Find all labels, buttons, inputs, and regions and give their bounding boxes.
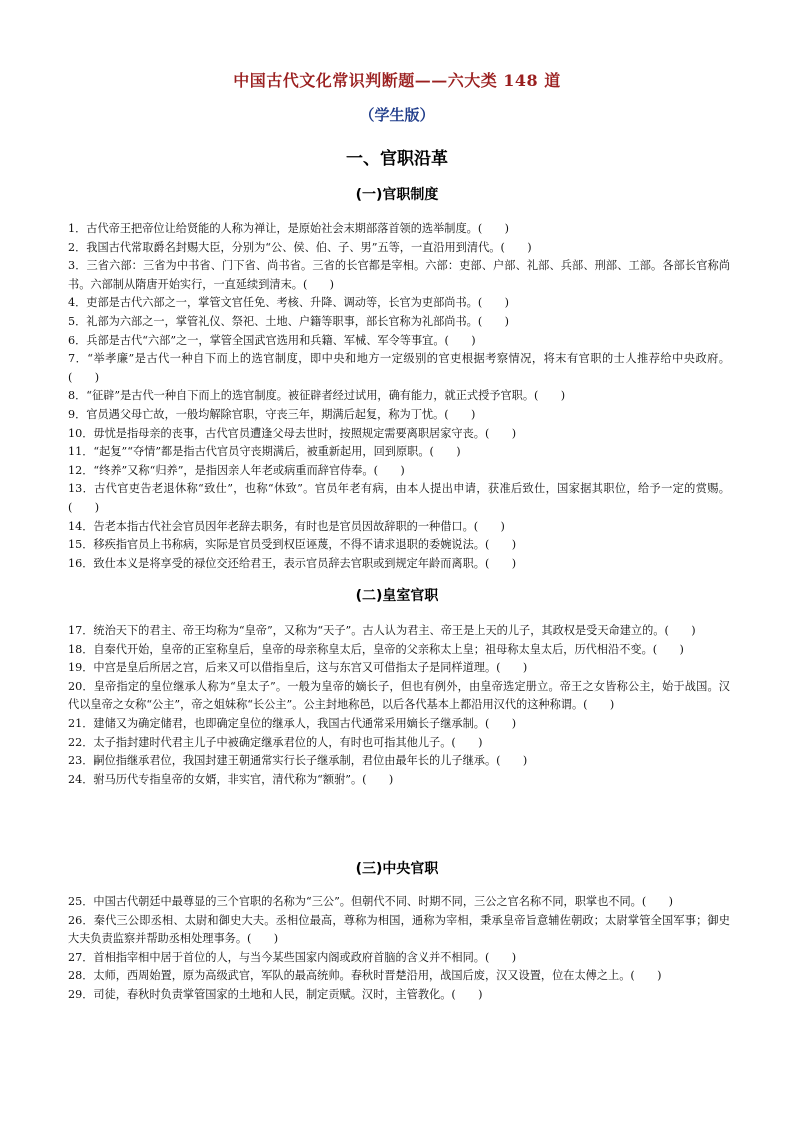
subsection-heading-official-system: (一)官职制度	[355, 187, 439, 203]
question-item: 2．我国古代常取爵名封赐大臣，分别为“公、侯、伯、子、男”五等，一直沿用到清代。( )	[68, 240, 532, 254]
question-item: 6．兵部是古代“六部”之一，掌管全国武官选用和兵籍、军械、军令等事宜。( )	[68, 333, 476, 347]
question-item: 14．告老本指古代社会官员因年老辞去职务，有时也是官员因故辞职的一种借口。( )	[68, 519, 505, 533]
question-item: 18．自秦代开始，皇帝的正室称皇后，皇帝的母亲称皇太后，皇帝的父亲称太上皇；祖母称太皇太后，历代相沿不变。( )	[68, 642, 684, 656]
question-item: 3．三省六部：三省为中书省、门下省、尚书省。三省的长官都是宰相。六部：吏部、户部、礼部、兵部、刑部、工部。各部长官称尚书。六部制从隋唐开始实行，一直延续到清末。( )	[68, 259, 730, 291]
subsection-heading-imperial-positions: (二)皇室官职	[355, 588, 439, 604]
question-item: 23．嗣位指继承君位，我国封建王朝通常实行长子继承制，君位由最年长的儿子继承。( )	[68, 754, 528, 768]
question-item: 1．古代帝王把帝位让给贤能的人称为禅让，是原始社会末期部落首领的选举制度。( )	[68, 222, 509, 235]
question-item: 12．“终养”又称“归养”，是指因亲人年老或病重而辞官侍奉。( )	[68, 463, 405, 477]
question-item: 15．移疾指官员上书称病，实际是官员受到权臣诬蔑，不得不请求退职的委婉说法。( )	[68, 538, 517, 552]
question-item: 11．“起复”“夺情”都是指古代官员守丧期满后，被重新起用，回到原职。( )	[68, 445, 461, 459]
question-item: 17．统治天下的君主、帝王均称为“皇帝”，又称为“天子”。古人认为君主、帝王是上天的儿子，其政权是受天命建立的。( )	[68, 624, 696, 637]
question-item: 7．“举孝廉”是古代一种自下而上的选官制度，即中央和地方一定级别的官吏根据考察情况，将末有官职的士人推荐给中央政府。( )	[68, 352, 730, 384]
question-list-official-system	[68, 220, 730, 573]
subsection-heading-central-positions: (三)中央官职	[355, 861, 439, 877]
question-item: 9．官员遇父母亡故，一般均解除官职，守丧三年，期满后起复，称为丁忧。( )	[68, 407, 476, 421]
question-item: 26．秦代三公即丞相、太尉和御史大夫。丞相位最高，尊称为相国，通称为宰相，秉承皇帝旨意辅佐朝政；太尉掌管全国军事；御史大夫负责监察并帮助丞相处理事务。( )	[68, 913, 730, 946]
question-item: 8．“征辟”是古代一种自下而上的选官制度。被征辟者经过试用，确有能力，就正式授予官职。( )	[68, 389, 566, 403]
document-subtitle: （学生版）	[359, 106, 435, 124]
question-item: 28．太师，西周始置，原为高级武官，军队的最高统帅。春秋时晋楚沿用，战国后废，汉又设置，位在太傅之上。( )	[68, 969, 662, 983]
question-item: 27．首相指宰相中居于首位的人，与当今某些国家内阁或政府首脑的含义并不相同。( )	[68, 950, 517, 964]
question-item: 25．中国古代朝廷中最尊显的三个官职的名称为“三公”。但朝代不同、时期不同，三公之官名称不同，职掌也不同。( )	[68, 895, 673, 908]
question-item: 4．吏部是古代六部之一，掌管文官任免、考核、升降、调动等，长官为吏部尚书。( )	[68, 296, 509, 310]
question-item: 10．毋忧是指母亲的丧事，古代官员遭逢父母去世时，按照规定需要离职居家守丧。( )	[68, 426, 517, 440]
question-item: 16．致仕本义是将享受的禄位交还给君王，表示官员辞去官职或到规定年龄而离职。( )	[68, 556, 517, 570]
question-item: 5．礼部为六部之一，掌管礼仪、祭祀、土地、户籍等职事，部长官称为礼部尚书。( )	[68, 314, 509, 328]
question-item: 13．古代官吏告老退休称“致仕”，也称“休致”。官员年老有病，由本人提出申请，获准后致仕，国家据其职位，给予一定的赏赐。( )	[68, 482, 730, 514]
document-title: 中国古代文化常识判断题——六大类 148 道	[233, 71, 561, 90]
question-item: 19．中宫是皇后所居之宫，后来又可以借指皇后，这与东宫又可借指太子是同样道理。( )	[68, 661, 528, 675]
question-item: 20．皇帝指定的皇位继承人称为“皇太子”。一般为皇帝的嫡长子，但也有例外，由皇帝选定册立。帝王之女皆称公主，始于战国。汉代以皇帝之女称“公主”，帝之姐妹称“长公主”。公主封地称邑，以后各代基本上都沿用汉代的这种称谓。( )	[68, 679, 730, 712]
question-item: 21．建储又为确定储君，也即确定皇位的继承人，我国古代通常采用嫡长子继承制。( )	[68, 716, 517, 730]
question-item: 22．太子指封建时代君主儿子中被确定继承君位的人，有时也可指其他儿子。( )	[68, 735, 483, 749]
question-item: 29．司徒，春秋时负责掌管国家的土地和人民，制定贡赋。汉时，主管教化。( )	[68, 987, 483, 1001]
question-list-imperial-positions	[68, 622, 730, 789]
question-item: 24．驸马历代专指皇帝的女婿，非实官，清代称为“额驸”。( )	[68, 772, 394, 786]
section-heading-official-positions: 一、官职沿革	[346, 149, 448, 169]
question-list-central-positions	[68, 893, 730, 1005]
